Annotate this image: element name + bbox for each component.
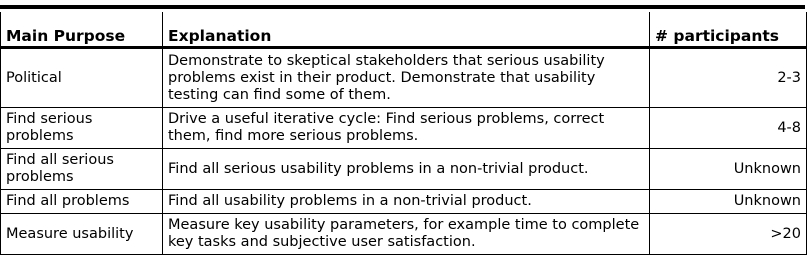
participants-table xyxy=(0,12,807,255)
cell-participants: Unknown xyxy=(650,149,807,190)
cell-participants: 4-8 xyxy=(650,108,807,149)
cell-explanation: Drive a useful iterative cycle: Find serious problems, correct them, find more serious problems. xyxy=(163,108,650,149)
table-row xyxy=(1,108,807,149)
cell-participants: Unknown xyxy=(650,190,807,214)
cell-purpose: Find all serious problems xyxy=(1,149,163,190)
cell-explanation: Find all usability problems in a non-trivial product. xyxy=(163,190,650,214)
cell-explanation: Measure key usability parameters, for example time to complete key tasks and subjective user satisfaction. xyxy=(163,214,650,255)
cell-participants: >20 xyxy=(650,214,807,255)
cell-purpose: Find all problems xyxy=(1,190,163,214)
cell-purpose: Find serious problems xyxy=(1,108,163,149)
table-row xyxy=(1,190,807,214)
cell-participants: 2-3 xyxy=(650,48,807,108)
table-row xyxy=(1,214,807,255)
cell-explanation: Find all serious usability problems in a non-trivial product. xyxy=(163,149,650,190)
table-header-row xyxy=(1,12,807,48)
cell-explanation: Demonstrate to skeptical stakeholders that serious usability problems exist in their product. Demonstrate that usability testing can find some of them. xyxy=(163,48,650,108)
top-rule xyxy=(0,5,805,9)
header-explanation: Explanation xyxy=(163,12,650,48)
header-participants: # participants xyxy=(650,12,807,48)
header-main-purpose: Main Purpose xyxy=(1,12,163,48)
cell-purpose: Measure usability xyxy=(1,214,163,255)
table-row xyxy=(1,149,807,190)
cell-purpose: Political xyxy=(1,48,163,108)
table-row xyxy=(1,48,807,108)
